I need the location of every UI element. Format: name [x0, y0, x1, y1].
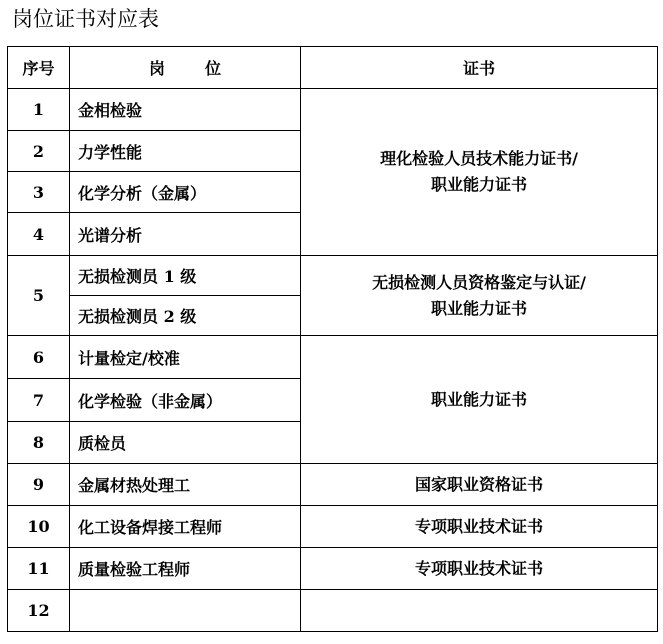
table-header-row [8, 47, 658, 89]
row-number: 7 [8, 379, 70, 422]
row-number: 5 [8, 256, 70, 336]
table-row [8, 89, 658, 131]
post-name: 金相检验 [70, 89, 301, 131]
header-post [70, 47, 301, 89]
cert-cell: 专项职业技术证书 [301, 548, 658, 590]
post-certificate-table [7, 46, 658, 632]
post-name: 光谱分析 [70, 213, 301, 256]
cert-group-2-line1: 无损检测人员资格鉴定与认证/ [372, 272, 586, 292]
header-post-part2: 位 [205, 59, 222, 78]
row-number: 12 [8, 590, 70, 632]
table-row [8, 548, 658, 590]
table-row [8, 590, 658, 632]
row-number: 10 [8, 506, 70, 548]
post-name: 计量检定/校准 [70, 336, 301, 379]
post-name: 质检员 [70, 422, 301, 464]
row-number: 4 [8, 213, 70, 256]
header-no: 序号 [8, 47, 70, 89]
post-name: 化学检验（非金属） [70, 379, 301, 422]
row-number: 3 [8, 172, 70, 213]
row-number: 9 [8, 464, 70, 506]
post-name: 质量检验工程师 [70, 548, 301, 590]
post-name: 无损检测员 1 级 [70, 256, 301, 296]
table-row [8, 464, 658, 506]
cert-cell [301, 590, 658, 632]
post-name: 金属材热处理工 [70, 464, 301, 506]
header-cert: 证书 [301, 47, 658, 89]
cert-group-2 [301, 256, 658, 336]
header-post-part1: 岗 [148, 59, 165, 78]
page-title: 岗位证书对应表 [12, 7, 159, 31]
cert-group-3: 职业能力证书 [301, 336, 658, 464]
row-number: 11 [8, 548, 70, 590]
cert-group-1-line1: 理化检验人员技术能力证书/ [380, 149, 578, 168]
cert-group-1-line2: 职业能力证书 [430, 175, 527, 194]
post-name: 化工设备焊接工程师 [70, 506, 301, 548]
table-row [8, 336, 658, 379]
post-name: 力学性能 [70, 131, 301, 172]
table-row [8, 506, 658, 548]
post-name [70, 590, 301, 632]
row-number: 6 [8, 336, 70, 379]
row-number: 1 [8, 89, 70, 131]
row-number: 8 [8, 422, 70, 464]
cert-cell: 专项职业技术证书 [301, 506, 658, 548]
cert-group-1 [301, 89, 658, 256]
post-name: 化学分析（金属） [70, 172, 301, 213]
table-row [8, 256, 658, 296]
post-name: 无损检测员 2 级 [70, 296, 301, 336]
cert-cell: 国家职业资格证书 [301, 464, 658, 506]
row-number: 2 [8, 131, 70, 172]
cert-group-2-line2: 职业能力证书 [430, 298, 527, 318]
